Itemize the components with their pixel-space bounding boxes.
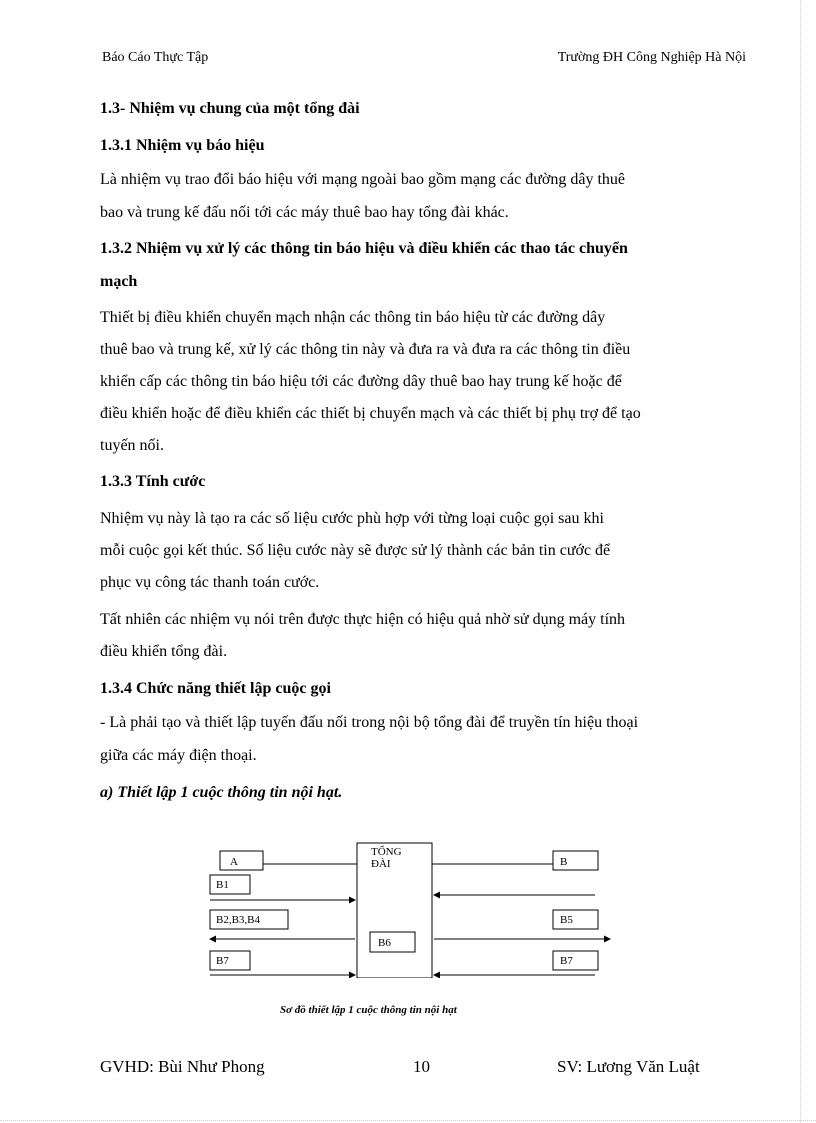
label-dai: ĐÀI <box>371 858 391 870</box>
sub1-line: bao và trung kế đấu nối tới các máy thuê bao hay tổng đài khác. <box>100 204 509 221</box>
diagram-caption: Sơ đồ thiết lập 1 cuộc thông tin nội hạt <box>280 1004 457 1016</box>
sub4-subheading: a) Thiết lập 1 cuộc thông tin nội hạt. <box>100 784 343 801</box>
sub2-line: tuyến nối. <box>100 437 164 454</box>
sub4-heading: 1.3.4 Chức năng thiết lập cuộc gọi <box>100 680 331 697</box>
sub1-line: Là nhiệm vụ trao đổi báo hiệu với mạng ngoài bao gồm mạng các đường dây thuê <box>100 171 626 188</box>
sub2-line: thuê bao và trung kế, xử lý các thông tin này và đưa ra và đưa ra các thông tin điều <box>100 341 631 358</box>
label-b7-right: B7 <box>560 955 573 967</box>
sub2-line: Thiết bị điều khiển chuyển mạch nhận các thông tin báo hiệu từ các đường dây <box>100 309 606 326</box>
label-b6: B6 <box>378 937 391 949</box>
sub1-heading: 1.3.1 Nhiệm vụ báo hiệu <box>100 137 265 154</box>
label-b7-left: B7 <box>216 955 229 967</box>
footer-right: SV: Lương Văn Luật <box>557 1057 700 1076</box>
label-b: B <box>560 856 568 868</box>
footer-left: GVHD: Bùi Như Phong <box>100 1057 265 1076</box>
page-border-bottom <box>0 1120 816 1121</box>
sub3-line: điều khiển tổng đài. <box>100 643 228 660</box>
label-tong: TỔNG <box>371 846 402 858</box>
header-right: Trường ĐH Công Nghiệp Hà Nội <box>557 50 746 65</box>
section-heading: 1.3- Nhiệm vụ chung của một tổng đài <box>100 100 360 117</box>
sub3-line: Nhiệm vụ này là tạo ra các số liệu cước phù hợp với từng loại cuộc gọi sau khi <box>100 510 604 527</box>
sub2-heading: 1.3.2 Nhiệm vụ xử lý các thông tin báo hiệu và điều khiển các thao tác chuyển <box>100 240 628 257</box>
label-b1: B1 <box>216 879 229 891</box>
page-number: 10 <box>413 1057 430 1076</box>
sub3-line: phục vụ công tác thanh toán cước. <box>100 574 320 591</box>
sub3-line: Tất nhiên các nhiệm vụ nói trên được thực hiện có hiệu quả nhờ sử dụng máy tính <box>100 611 626 628</box>
sub3-line: mỗi cuộc gọi kết thúc. Số liệu cước này sẽ được sử lý thành các bản tin cước để <box>100 542 611 559</box>
sub2-line: điều khiển hoặc để điều khiển các thiết bị chuyển mạch và các thiết bị phụ trợ để tạo <box>100 405 641 422</box>
header-left: Báo Cáo Thực Tập <box>102 50 209 65</box>
exchange-box <box>357 843 432 978</box>
label-b234: B2,B3,B4 <box>216 914 261 926</box>
call-setup-diagram <box>205 838 615 978</box>
sub2-line: khiển cấp các thông tin báo hiệu tới các đường dây thuê bao hay trung kế hoặc để <box>100 373 622 390</box>
page-border-right <box>800 0 801 1123</box>
sub4-line: - Là phải tạo và thiết lập tuyến đấu nối trong nội bộ tổng đài để truyền tín hiệu thoại <box>100 714 639 731</box>
sub4-line: giữa các máy điện thoại. <box>100 747 257 764</box>
sub3-heading: 1.3.3 Tính cước <box>100 473 206 490</box>
box-b6 <box>370 932 415 952</box>
label-a: A <box>230 856 238 868</box>
sub2-heading: mạch <box>100 273 138 290</box>
box-a <box>220 851 263 870</box>
label-b5: B5 <box>560 914 573 926</box>
